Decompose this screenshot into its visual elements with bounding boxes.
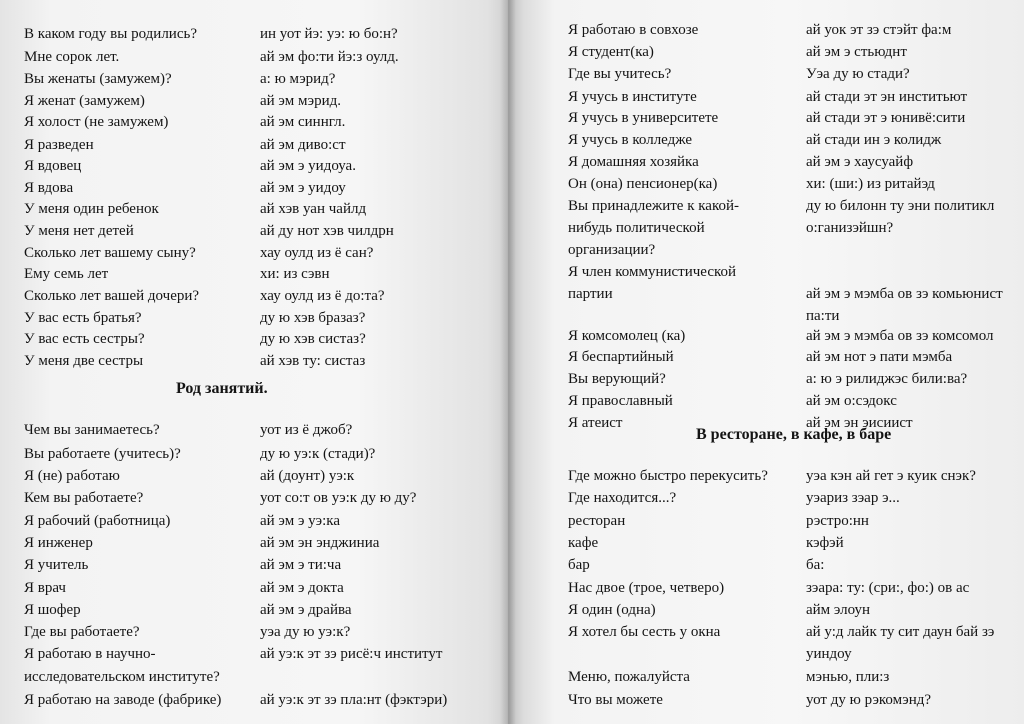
right-phrase-transcription: рэстро:нн <box>806 513 869 529</box>
left-phrase-transcription: ду ю хэв бразаз? <box>260 310 366 326</box>
right-phrase-transcription: ай стади эт эн инститьют <box>806 89 968 105</box>
left-phrase-transcription: ай эм э драйва <box>260 602 352 618</box>
right-phrase-ru: Я работаю в совхозе <box>568 22 699 38</box>
right-phrase-ru: Я член коммунистической <box>568 264 737 280</box>
right-phrase-ru: Что вы можете <box>568 692 663 708</box>
right-phrase-ru: Где можно быстро перекусить? <box>568 468 768 484</box>
right-phrase-ru: Я один (одна) <box>568 602 656 618</box>
left-phrase-ru: Вы работаете (учитесь)? <box>24 446 181 462</box>
section-heading-restaurant: В ресторане, в кафе, в баре <box>696 426 892 443</box>
right-phrase-ru: Нас двое (трое, четверо) <box>568 580 725 596</box>
right-phrase-transcription: ду ю билонн ту эни политикл <box>806 198 995 214</box>
left-phrase-ru: У меня один ребенок <box>24 201 159 217</box>
right-phrase-ru: Я комсомолец (ка) <box>568 328 686 344</box>
right-phrase-ru: Меню, пожалуйста <box>568 669 690 685</box>
right-phrase-transcription: Уэа ду ю стади? <box>806 66 910 82</box>
left-phrase-ru: У вас есть сестры? <box>24 331 145 347</box>
right-phrase-ru: Я православный <box>568 393 673 409</box>
section-heading-occupation: Род занятий. <box>176 380 268 397</box>
left-phrase-ru: исследовательском институте? <box>24 669 220 685</box>
left-phrase-transcription: ду ю уэ:к (стади)? <box>260 446 376 462</box>
left-phrase-ru: Кем вы работаете? <box>24 490 144 506</box>
right-phrase-ru: Я хотел бы сесть у окна <box>568 624 721 640</box>
book-gutter <box>500 0 516 724</box>
right-phrase-ru: организации? <box>568 242 656 258</box>
left-phrase-transcription: хи: из сэвн <box>260 266 330 282</box>
left-phrase-ru: Я вдовец <box>24 158 82 174</box>
left-phrase-transcription: а: ю мэрид? <box>260 71 336 87</box>
left-phrase-ru: Я разведен <box>24 137 94 153</box>
right-phrase-ru: Он (она) пенсионер(ка) <box>568 176 718 192</box>
left-phrase-transcription: ай эм эн энджиниа <box>260 535 380 551</box>
right-phrase-ru: нибудь политической <box>568 220 705 236</box>
right-phrase-transcription: ай стади ин э колидж <box>806 132 942 148</box>
left-phrase-transcription: ай (доунт) уэ:к <box>260 468 355 484</box>
right-phrase-transcription: уэариз зэар э... <box>806 490 900 506</box>
left-phrase-transcription: ай эм мэрид. <box>260 93 342 109</box>
right-phrase-transcription: кэфэй <box>806 535 844 551</box>
left-phrase-ru: Я (не) работаю <box>24 468 120 484</box>
left-phrase-transcription: ин уот йэ: уэ: ю бо:н? <box>260 26 398 42</box>
left-phrase-ru: У меня две сестры <box>24 353 144 369</box>
left-phrase-transcription: ай эм э уидоуа. <box>260 158 356 174</box>
left-phrase-ru: Я учитель <box>24 557 89 573</box>
left-phrase-ru: Чем вы занимаетесь? <box>24 422 160 438</box>
left-phrase-ru: Я женат (замужем) <box>24 93 145 109</box>
right-phrase-ru: Я беспартийный <box>568 349 674 365</box>
right-phrase-ru: Я учусь в институте <box>568 89 697 105</box>
left-phrase-transcription: ай эм синнгл. <box>260 114 346 130</box>
left-phrase-transcription: хау оулд из ё до:та? <box>260 288 385 304</box>
right-phrase-ru: кафе <box>568 535 599 551</box>
right-phrase-transcription: ай у:д лайк ту сит даун бай зэ <box>806 624 995 640</box>
right-phrase-transcription: ай эм э хаусуайф <box>806 154 914 170</box>
right-phrase-transcription: уэа кэн ай гет э куик снэк? <box>806 468 976 484</box>
right-phrase-ru: Где находится...? <box>568 490 677 506</box>
left-phrase-ru: Я холост (не замужем) <box>24 114 169 130</box>
left-phrase-transcription: ай хэв уан чайлд <box>260 201 367 217</box>
right-phrase-transcription: ай стади эт э юнивё:сити <box>806 110 966 126</box>
left-phrase-transcription: ай уэ:к эт зэ пла:нт (фэктэри) <box>260 692 448 708</box>
left-phrase-ru: У меня нет детей <box>24 223 134 239</box>
right-phrase-transcription: ай эм нот э пати мэмба <box>806 349 953 365</box>
left-phrase-transcription: ай эм э ти:ча <box>260 557 342 573</box>
right-phrase-transcription: ба: <box>806 557 825 573</box>
left-phrase-transcription: ай хэв ту: систаз <box>260 353 366 369</box>
right-phrase-ru: Я атеист <box>568 415 623 431</box>
right-phrase-transcription: ай эм э мэмба ов зэ комьюнист <box>806 286 1003 302</box>
left-phrase-transcription: ай эм фо:ти йэ:з оулд. <box>260 49 399 65</box>
right-phrase-transcription: ай эм о:сэдокс <box>806 393 897 409</box>
left-phrase-transcription: уэа ду ю уэ:к? <box>260 624 351 640</box>
left-phrase-transcription: хау оулд из ё сан? <box>260 245 374 261</box>
right-phrase-ru: Я учусь в университете <box>568 110 719 126</box>
right-phrase-transcription: а: ю э рилиджэс били:ва? <box>806 371 968 387</box>
right-phrase-transcription: ай уок эт зэ стэйт фа:м <box>806 22 952 38</box>
right-phrase-transcription: уиндоу <box>806 646 852 662</box>
left-phrase-transcription: ай эм э докта <box>260 580 344 596</box>
right-phrase-ru: Где вы учитесь? <box>568 66 672 82</box>
left-phrase-ru: Я врач <box>24 580 66 596</box>
right-phrase-transcription: айм элоун <box>806 602 871 618</box>
left-phrase-ru: Я шофер <box>24 602 81 618</box>
right-phrase-transcription: о:ганизэйшн? <box>806 220 894 236</box>
left-phrase-ru: У вас есть братья? <box>24 310 142 326</box>
left-phrase-ru: Я вдова <box>24 180 74 196</box>
left-phrase-ru: Я работаю в научно- <box>24 646 156 662</box>
left-phrase-ru: Сколько лет вашему сыну? <box>24 245 196 261</box>
right-phrase-ru: Я учусь в колледже <box>568 132 693 148</box>
left-phrase-transcription: ай эм э уидоу <box>260 180 346 196</box>
right-phrase-ru: бар <box>568 557 590 573</box>
left-phrase-ru: Ему семь лет <box>24 266 109 282</box>
left-phrase-transcription: ай эм диво:ст <box>260 137 346 153</box>
left-phrase-transcription: уот из ё джоб? <box>260 422 353 438</box>
left-phrase-ru: Я инженер <box>24 535 93 551</box>
left-phrase-ru: Мне сорок лет. <box>24 49 120 65</box>
right-phrase-transcription: уот ду ю рэкомэнд? <box>806 692 932 708</box>
right-phrase-transcription: ай эм э мэмба ов зэ комсомол <box>806 328 994 344</box>
left-phrase-transcription: ду ю хэв систаз? <box>260 331 366 347</box>
right-phrase-transcription: ай эм эн эисиист <box>806 415 913 431</box>
right-phrase-ru: Я домашняя хозяйка <box>568 154 699 170</box>
left-phrase-transcription: ай уэ:к эт зэ рисё:ч институт <box>260 646 443 662</box>
right-phrase-transcription: па:ти <box>806 308 840 324</box>
right-phrase-ru: Я студент(ка) <box>568 44 654 60</box>
right-phrase-ru: Вы принадлежите к какой- <box>568 198 740 214</box>
left-phrase-ru: В каком году вы родились? <box>24 26 197 42</box>
right-phrase-ru: Вы верующий? <box>568 371 666 387</box>
right-phrase-transcription: зэара: ту: (сри:, фо:) ов ас <box>806 580 970 596</box>
right-phrase-transcription: ай эм э стьюднт <box>806 44 907 60</box>
left-phrase-ru: Я работаю на заводе (фабрике) <box>24 692 222 708</box>
right-phrase-transcription: хи: (ши:) из ритайэд <box>806 176 935 192</box>
left-phrase-ru: Вы женаты (замужем)? <box>24 71 172 87</box>
left-phrase-transcription: уот со:т ов уэ:к ду ю ду? <box>260 490 417 506</box>
right-phrase-ru: ресторан <box>568 513 626 529</box>
left-phrase-ru: Сколько лет вашей дочери? <box>24 288 200 304</box>
right-phrase-ru: партии <box>568 286 613 302</box>
left-phrase-transcription: ай ду нот хэв чилдрн <box>260 223 394 239</box>
left-phrase-ru: Где вы работаете? <box>24 624 140 640</box>
left-phrase-transcription: ай эм э уэ:ка <box>260 513 340 529</box>
left-phrase-ru: Я рабочий (работница) <box>24 513 171 529</box>
right-phrase-transcription: мэнью, пли:з <box>806 669 890 685</box>
